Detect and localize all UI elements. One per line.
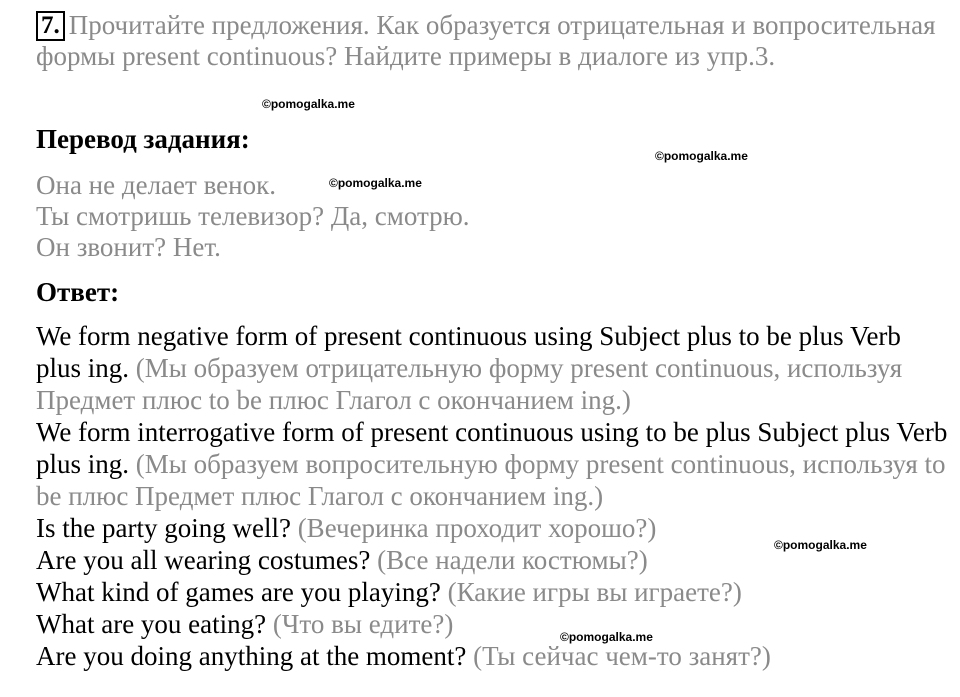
task-number: 7. <box>36 11 65 41</box>
task-text: Прочитайте предложения. Как образуется отрицательная и вопросительная формы present continuous? Найдите примеры в диалоге из упр.3. <box>36 10 936 71</box>
answer-english: Is the party going well? <box>36 513 291 543</box>
answer-item <box>36 608 948 640</box>
answer-english: We form interrogative form of present continuous using to be plus Subject plus Verb plus ing. <box>36 417 948 479</box>
answer-russian: (Все надели костюмы?) <box>377 545 648 575</box>
answer-heading: Ответ: <box>36 277 120 307</box>
answer-item <box>36 576 948 608</box>
answer-russian: (Мы образуем отрицательную форму present continuous, используя Предмет плюс to be плюс Глагол с окончанием ing.) <box>36 353 903 415</box>
translation-line: Она не делает венок. <box>36 170 276 200</box>
answer-russian: (Какие игры вы играете?) <box>447 577 742 607</box>
answer-item <box>36 416 948 512</box>
answer-russian: (Что вы едите?) <box>272 609 454 639</box>
translation-line: Он звонит? Нет. <box>36 232 221 262</box>
watermark: ©pomogalka.me <box>774 538 867 552</box>
answer-english: Are you doing anything at the moment? <box>36 641 467 671</box>
answer-block <box>36 320 948 672</box>
answer-english: Are you all wearing costumes? <box>36 545 371 575</box>
task-statement <box>36 10 946 72</box>
watermark: ©pomogalka.me <box>655 149 748 163</box>
answer-russian: (Мы образуем вопросительную форму present continuous, используя to be плюс Предмет плюс Глагол с окончанием ing.) <box>36 449 946 511</box>
watermark: ©pomogalka.me <box>329 176 422 190</box>
answer-english: What are you eating? <box>36 609 267 639</box>
answer-russian: (Вечеринка проходит хорошо?) <box>297 513 657 543</box>
answer-russian: (Ты сейчас чем-то занят?) <box>473 641 771 671</box>
translation-line: Ты смотришь телевизор? Да, смотрю. <box>36 201 470 231</box>
answer-english: We form negative form of present continuous using Subject plus to be plus Verb plus ing. <box>36 321 901 383</box>
translation-heading: Перевод задания: <box>36 124 250 154</box>
watermark: ©pomogalka.me <box>262 97 355 111</box>
answer-english: What kind of games are you playing? <box>36 577 441 607</box>
watermark: ©pomogalka.me <box>560 630 653 644</box>
answer-item <box>36 320 948 416</box>
answer-item <box>36 640 948 672</box>
